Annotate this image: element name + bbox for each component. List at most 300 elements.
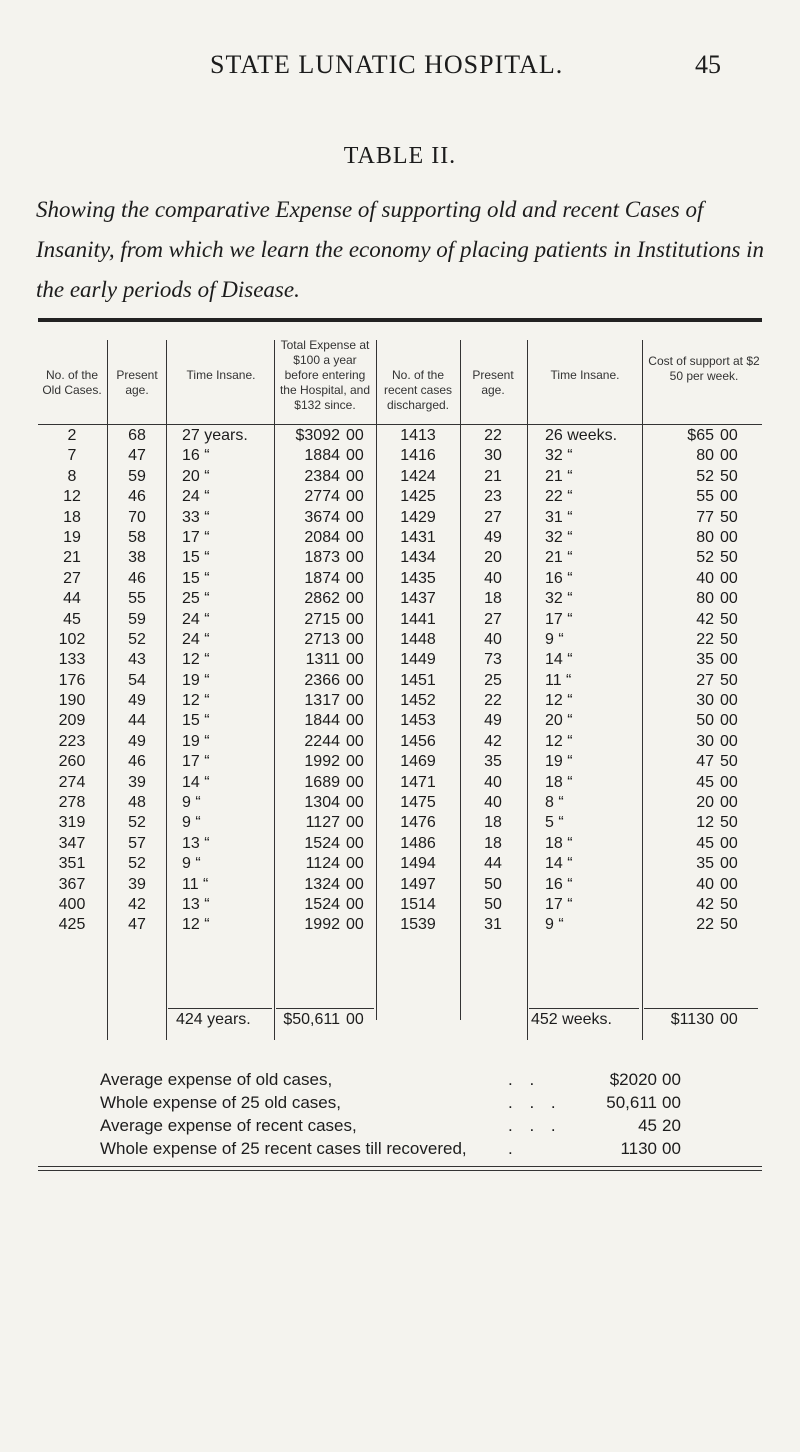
- summary-label: Average expense of old cases,: [100, 1070, 333, 1089]
- cell-cost-cents: 00: [720, 712, 738, 730]
- table-row: [0, 854, 800, 874]
- cell-recent-no: 1497: [400, 875, 436, 893]
- cell-cost: 80: [696, 590, 714, 608]
- cell-expense: 1127: [305, 814, 340, 832]
- summary-line: [0, 1139, 800, 1162]
- cell-old-time: 15 “: [182, 712, 210, 730]
- cell-old-time: 24 “: [182, 610, 210, 628]
- cell-recent-no: 1449: [400, 651, 436, 669]
- cell-old-no: 209: [58, 712, 86, 730]
- table-row: [0, 589, 800, 609]
- cell-expense-cents: 00: [346, 794, 364, 812]
- cell-expense-cents: 00: [346, 834, 364, 852]
- cell-old-time: 14 “: [182, 773, 210, 791]
- cell-expense-cents: 00: [346, 773, 364, 791]
- cell-expense: 1124: [305, 855, 340, 873]
- cell-expense: 2713: [304, 630, 340, 648]
- cell-old-age: 49: [128, 692, 146, 710]
- cell-recent-age: 27: [484, 508, 502, 526]
- cell-old-time: 15 “: [182, 549, 210, 567]
- cell-old-age: 39: [128, 875, 146, 893]
- cell-old-no: 319: [58, 814, 86, 832]
- cell-cost-cents: 50: [720, 508, 738, 526]
- cell-old-no: 19: [63, 528, 81, 546]
- cell-old-time: 27 years.: [182, 427, 248, 444]
- cell-cost: 35: [696, 855, 714, 873]
- cell-old-time: 13 “: [182, 895, 210, 913]
- cell-cost: 27: [696, 671, 714, 689]
- cell-recent-no: 1471: [400, 773, 436, 791]
- cell-expense: 2715: [304, 610, 340, 628]
- cell-old-no: 2: [67, 427, 77, 444]
- cell-old-age: 68: [128, 427, 146, 444]
- bottom-rule: [38, 1166, 762, 1167]
- cell-recent-time: 21 “: [545, 467, 573, 485]
- cell-recent-no: 1435: [400, 569, 436, 587]
- total-rule-weeks: [529, 1008, 639, 1009]
- table-row: [0, 793, 800, 813]
- cell-expense: 2366: [304, 671, 340, 689]
- cell-old-no: 278: [58, 794, 86, 812]
- col-header-old-no: No. of the Old Cases.: [42, 368, 102, 397]
- cell-old-time: 9 “: [182, 814, 201, 832]
- cell-old-no: 12: [63, 488, 81, 506]
- cell-recent-no: 1424: [400, 467, 436, 485]
- total-rule-years: [168, 1008, 272, 1009]
- cell-recent-time: 17 “: [545, 610, 573, 628]
- cell-old-age: 39: [128, 773, 146, 791]
- table-row: [0, 508, 800, 528]
- cell-recent-time: 18 “: [545, 773, 573, 791]
- cell-expense-cents: 00: [346, 814, 364, 832]
- cell-old-no: 8: [67, 467, 77, 485]
- summary-line: [0, 1070, 800, 1093]
- bottom-rule-2: [38, 1170, 762, 1171]
- cell-recent-age: 50: [484, 895, 502, 913]
- cell-recent-no: 1441: [400, 610, 436, 628]
- cell-cost-cents: 50: [720, 630, 738, 648]
- cell-recent-no: 1431: [400, 528, 436, 546]
- cell-old-time: 12 “: [182, 916, 210, 934]
- cell-expense: 1873: [304, 549, 340, 567]
- summary-label: Average expense of recent cases,: [100, 1116, 357, 1135]
- cell-cost: 40: [696, 875, 714, 893]
- cell-cost-cents: 00: [720, 590, 738, 608]
- cell-cost-cents: 00: [720, 855, 738, 873]
- top-rule: [38, 318, 762, 322]
- cell-expense: 1884: [304, 447, 340, 465]
- cell-old-time: 19 “: [182, 732, 210, 750]
- cell-old-no: 351: [58, 855, 86, 873]
- cell-old-time: 11 “: [182, 875, 209, 893]
- cell-recent-age: 18: [484, 814, 502, 832]
- cell-expense-cents: 00: [346, 671, 364, 689]
- table-body: [0, 426, 800, 936]
- cell-recent-time: 32 “: [545, 590, 573, 608]
- summary-leader: .: [508, 1139, 519, 1158]
- summary-block: [0, 1070, 800, 1162]
- cell-expense-cents: 00: [346, 895, 364, 913]
- table-title: TABLE II.: [343, 143, 457, 169]
- cell-recent-age: 18: [484, 834, 502, 852]
- cell-cost: 45: [696, 834, 714, 852]
- cell-recent-no: 1448: [400, 630, 436, 648]
- cell-cost-cents: 00: [720, 528, 738, 546]
- cell-cost-cents: 00: [720, 773, 738, 791]
- cell-recent-time: 11 “: [545, 671, 572, 689]
- cell-recent-time: 19 “: [545, 753, 573, 771]
- cell-recent-age: 21: [484, 467, 502, 485]
- cell-expense: 2084: [304, 528, 340, 546]
- cell-recent-time: 22 “: [545, 488, 573, 506]
- table-row: [0, 487, 800, 507]
- table-row: [0, 773, 800, 793]
- cell-old-age: 52: [128, 814, 146, 832]
- cell-old-age: 70: [128, 508, 146, 526]
- summary-cents: 00: [662, 1139, 681, 1158]
- cell-old-no: 274: [58, 773, 86, 791]
- cell-cost: 22: [696, 916, 714, 934]
- cell-old-time: 17 “: [182, 753, 210, 771]
- cell-expense-cents: 00: [346, 447, 364, 465]
- cell-recent-age: 27: [484, 610, 502, 628]
- cell-expense-cents: 00: [346, 692, 364, 710]
- cell-old-no: 133: [58, 651, 86, 669]
- cell-recent-time: 12 “: [545, 692, 573, 710]
- cell-expense: 1524: [304, 895, 340, 913]
- total-cost-cents: 00: [720, 1011, 738, 1028]
- cell-expense: 2384: [304, 467, 340, 485]
- total-rule-expense: [276, 1008, 374, 1009]
- cell-expense: 1317: [304, 692, 340, 710]
- cell-old-no: 27: [63, 569, 81, 587]
- cell-expense: 1689: [304, 773, 340, 791]
- summary-cents: 20: [662, 1116, 681, 1135]
- cell-recent-no: 1456: [400, 732, 436, 750]
- cell-old-time: 25 “: [182, 590, 210, 608]
- table-row: [0, 732, 800, 752]
- cell-old-age: 38: [128, 549, 146, 567]
- col-header-recent-no: No. of the recent cases discharged.: [383, 368, 453, 412]
- cell-old-time: 24 “: [182, 630, 210, 648]
- cell-old-no: 400: [58, 895, 86, 913]
- cell-expense: $3092: [295, 427, 340, 444]
- cell-cost: 45: [696, 773, 714, 791]
- cell-cost: 12: [696, 814, 714, 832]
- cell-recent-time: 5 “: [545, 814, 564, 832]
- cell-old-time: 9 “: [182, 855, 201, 873]
- summary-value: 50,611: [606, 1093, 657, 1112]
- cell-old-age: 52: [128, 855, 146, 873]
- cell-recent-age: 73: [484, 651, 502, 669]
- cell-old-age: 57: [128, 834, 146, 852]
- cell-cost: 35: [696, 651, 714, 669]
- cell-recent-age: 30: [484, 447, 502, 465]
- cell-recent-age: 49: [484, 712, 502, 730]
- cell-recent-age: 20: [484, 549, 502, 567]
- cell-old-age: 54: [128, 671, 146, 689]
- cell-cost-cents: 50: [720, 753, 738, 771]
- cell-old-time: 19 “: [182, 671, 210, 689]
- table-row: [0, 915, 800, 935]
- cell-old-time: 20 “: [182, 467, 210, 485]
- cell-recent-age: 18: [484, 590, 502, 608]
- running-title: STATE LUNATIC HOSPITAL.: [210, 50, 564, 79]
- cell-expense: 2774: [304, 488, 340, 506]
- cell-old-no: 18: [63, 508, 81, 526]
- cell-cost: 22: [696, 630, 714, 648]
- cell-cost: 50: [696, 712, 714, 730]
- cell-expense-cents: 00: [346, 508, 364, 526]
- cell-cost: 47: [696, 753, 714, 771]
- summary-value: 1130: [620, 1139, 657, 1158]
- col-header-recent-time: Time Insane.: [550, 368, 620, 382]
- cell-old-age: 48: [128, 794, 146, 812]
- cell-recent-time: 16 “: [545, 569, 573, 587]
- table-row: [0, 446, 800, 466]
- col-header-expense: Total Expense at $100 a year before entering the Hospital, and $132 since.: [279, 338, 371, 412]
- cell-recent-no: 1413: [400, 427, 436, 444]
- summary-value: 45: [638, 1116, 657, 1135]
- cell-recent-time: 31 “: [545, 508, 573, 526]
- cell-cost-cents: 50: [720, 916, 738, 934]
- summary-leader: . . .: [508, 1116, 562, 1135]
- cell-recent-age: 22: [484, 427, 502, 444]
- cell-old-no: 223: [58, 732, 86, 750]
- cell-cost-cents: 00: [720, 447, 738, 465]
- table-row: [0, 671, 800, 691]
- col-header-old-age: Present age.: [116, 368, 158, 397]
- cell-recent-no: 1416: [400, 447, 436, 465]
- table-row: [0, 711, 800, 731]
- col-header-recent-age: Present age.: [472, 368, 514, 397]
- cell-cost-cents: 50: [720, 549, 738, 567]
- cell-cost-cents: 00: [720, 488, 738, 506]
- cell-old-no: 44: [63, 590, 81, 608]
- cell-expense-cents: 00: [346, 651, 364, 669]
- cell-recent-no: 1452: [400, 692, 436, 710]
- cell-recent-time: 21 “: [545, 549, 573, 567]
- cell-cost: 42: [696, 895, 714, 913]
- cell-expense-cents: 00: [346, 590, 364, 608]
- col-header-old-time: Time Insane.: [186, 368, 256, 382]
- cell-expense: 1311: [305, 651, 340, 669]
- cell-old-no: 190: [58, 692, 86, 710]
- cell-recent-no: 1434: [400, 549, 436, 567]
- summary-value: $2020: [609, 1070, 657, 1089]
- cell-recent-no: 1425: [400, 488, 436, 506]
- table-row: [0, 467, 800, 487]
- cell-cost: 80: [696, 528, 714, 546]
- total-expense-cents: 00: [346, 1011, 364, 1028]
- cell-old-age: 46: [128, 488, 146, 506]
- cell-cost-cents: 50: [720, 895, 738, 913]
- summary-label: Whole expense of 25 old cases,: [100, 1093, 341, 1112]
- cell-old-age: 55: [128, 590, 146, 608]
- cell-expense-cents: 00: [346, 916, 364, 934]
- cell-recent-time: 9 “: [545, 630, 564, 648]
- cell-cost-cents: 50: [720, 610, 738, 628]
- table-row: [0, 752, 800, 772]
- cell-cost-cents: 50: [720, 814, 738, 832]
- cell-expense: 3674: [304, 508, 340, 526]
- cell-old-time: 33 “: [182, 508, 210, 526]
- cell-old-age: 59: [128, 467, 146, 485]
- cell-expense-cents: 00: [346, 569, 364, 587]
- cell-recent-age: 40: [484, 569, 502, 587]
- table-row: [0, 528, 800, 548]
- cell-expense-cents: 00: [346, 855, 364, 873]
- cell-recent-no: 1429: [400, 508, 436, 526]
- cell-cost-cents: 50: [720, 671, 738, 689]
- table-row: [0, 426, 800, 446]
- cell-cost: 30: [696, 692, 714, 710]
- total-cost: $1130: [670, 1011, 714, 1028]
- cell-cost: 77: [696, 508, 714, 526]
- cell-recent-age: 31: [484, 916, 502, 934]
- summary-label: Whole expense of 25 recent cases till recovered,: [100, 1139, 467, 1158]
- cell-old-no: 425: [58, 916, 86, 934]
- cell-old-age: 44: [128, 712, 146, 730]
- cell-expense: 1992: [304, 916, 340, 934]
- summary-cents: 00: [662, 1093, 681, 1112]
- cell-expense: 1992: [304, 753, 340, 771]
- cell-expense: 2244: [304, 732, 340, 750]
- cell-recent-no: 1469: [400, 753, 436, 771]
- table-row: [0, 895, 800, 915]
- table-row: [0, 813, 800, 833]
- cell-recent-time: 32 “: [545, 528, 573, 546]
- cell-recent-age: 42: [484, 732, 502, 750]
- cell-expense-cents: 00: [346, 488, 364, 506]
- page-number: 45: [695, 50, 721, 79]
- cell-cost-cents: 00: [720, 834, 738, 852]
- table-caption: Showing the comparative Expense of supporting old and recent Cases of Insanity, from which we learn the economy of placing patients in Institutions in the early periods of Disease.: [36, 197, 765, 302]
- cell-old-age: 47: [128, 916, 146, 934]
- cell-old-time: 13 “: [182, 834, 210, 852]
- cell-expense: 2862: [304, 590, 340, 608]
- cell-cost-cents: 00: [720, 732, 738, 750]
- cell-recent-time: 26 weeks.: [545, 427, 618, 444]
- table-row: [0, 875, 800, 895]
- cell-old-no: 7: [67, 447, 77, 465]
- cell-old-time: 24 “: [182, 488, 210, 506]
- cell-old-no: 260: [58, 753, 86, 771]
- cell-cost: 40: [696, 569, 714, 587]
- cell-recent-time: 18 “: [545, 834, 573, 852]
- cell-old-no: 102: [58, 630, 86, 648]
- cell-cost: $65: [687, 427, 714, 444]
- cell-expense-cents: 00: [346, 427, 364, 444]
- cell-recent-no: 1514: [400, 895, 436, 913]
- cell-old-time: 12 “: [182, 692, 210, 710]
- cell-expense: 1874: [304, 569, 340, 587]
- summary-line: [0, 1093, 800, 1116]
- table-row: [0, 630, 800, 650]
- cell-expense-cents: 00: [346, 753, 364, 771]
- cell-old-age: 43: [128, 651, 146, 669]
- cell-recent-age: 40: [484, 794, 502, 812]
- cell-recent-no: 1494: [400, 855, 436, 873]
- cell-old-no: 45: [63, 610, 81, 628]
- cell-old-age: 42: [128, 895, 146, 913]
- summary-leader: . .: [508, 1070, 541, 1089]
- cell-cost: 80: [696, 447, 714, 465]
- cell-cost-cents: 00: [720, 651, 738, 669]
- cell-recent-no: 1475: [400, 794, 436, 812]
- total-old-time: 424 years.: [176, 1011, 251, 1028]
- cell-recent-time: 8 “: [545, 794, 564, 812]
- cell-recent-no: 1453: [400, 712, 436, 730]
- cell-old-age: 52: [128, 630, 146, 648]
- cell-cost: 52: [696, 549, 714, 567]
- cell-recent-no: 1451: [400, 671, 436, 689]
- cell-old-time: 12 “: [182, 651, 210, 669]
- summary-line: [0, 1116, 800, 1139]
- cell-recent-age: 44: [484, 855, 502, 873]
- cell-old-time: 9 “: [182, 794, 201, 812]
- cell-cost-cents: 00: [720, 692, 738, 710]
- cell-old-no: 347: [58, 834, 86, 852]
- cell-expense-cents: 00: [346, 732, 364, 750]
- table-row: [0, 650, 800, 670]
- cell-expense-cents: 00: [346, 549, 364, 567]
- cell-recent-time: 17 “: [545, 895, 573, 913]
- cell-old-no: 367: [58, 875, 86, 893]
- header-rule: [38, 424, 762, 425]
- cell-old-time: 17 “: [182, 528, 210, 546]
- total-expense: $50,611: [283, 1011, 340, 1028]
- cell-recent-age: 49: [484, 528, 502, 546]
- cell-old-time: 15 “: [182, 569, 210, 587]
- table-row: [0, 610, 800, 630]
- col-header-cost: Cost of support at $2 50 per week.: [648, 354, 760, 383]
- cell-recent-time: 14 “: [545, 855, 573, 873]
- cell-expense-cents: 00: [346, 610, 364, 628]
- cell-recent-no: 1486: [400, 834, 436, 852]
- running-head: [0, 50, 800, 90]
- summary-leader: . . .: [508, 1093, 562, 1112]
- totals-row: [0, 1010, 800, 1034]
- summary-cents: 00: [662, 1070, 681, 1089]
- cell-cost: 30: [696, 732, 714, 750]
- total-recent-time: 452 weeks.: [531, 1011, 612, 1028]
- cell-expense: 1324: [304, 875, 340, 893]
- cell-recent-no: 1476: [400, 814, 436, 832]
- table-row: [0, 834, 800, 854]
- cell-expense-cents: 00: [346, 467, 364, 485]
- cell-old-age: 49: [128, 732, 146, 750]
- cell-recent-age: 22: [484, 692, 502, 710]
- cell-old-age: 47: [128, 447, 146, 465]
- cell-cost: 55: [696, 488, 714, 506]
- cell-recent-no: 1437: [400, 590, 436, 608]
- cell-cost-cents: 00: [720, 427, 738, 444]
- cell-expense-cents: 00: [346, 630, 364, 648]
- cell-expense-cents: 00: [346, 528, 364, 546]
- cell-old-no: 21: [63, 549, 81, 567]
- cell-cost-cents: 00: [720, 794, 738, 812]
- cell-cost-cents: 50: [720, 467, 738, 485]
- cell-cost: 20: [696, 794, 714, 812]
- cell-old-age: 46: [128, 753, 146, 771]
- cell-recent-age: 50: [484, 875, 502, 893]
- cell-recent-time: 9 “: [545, 916, 564, 934]
- table-row: [0, 691, 800, 711]
- cell-expense-cents: 00: [346, 875, 364, 893]
- cell-cost-cents: 00: [720, 875, 738, 893]
- cell-cost: 52: [696, 467, 714, 485]
